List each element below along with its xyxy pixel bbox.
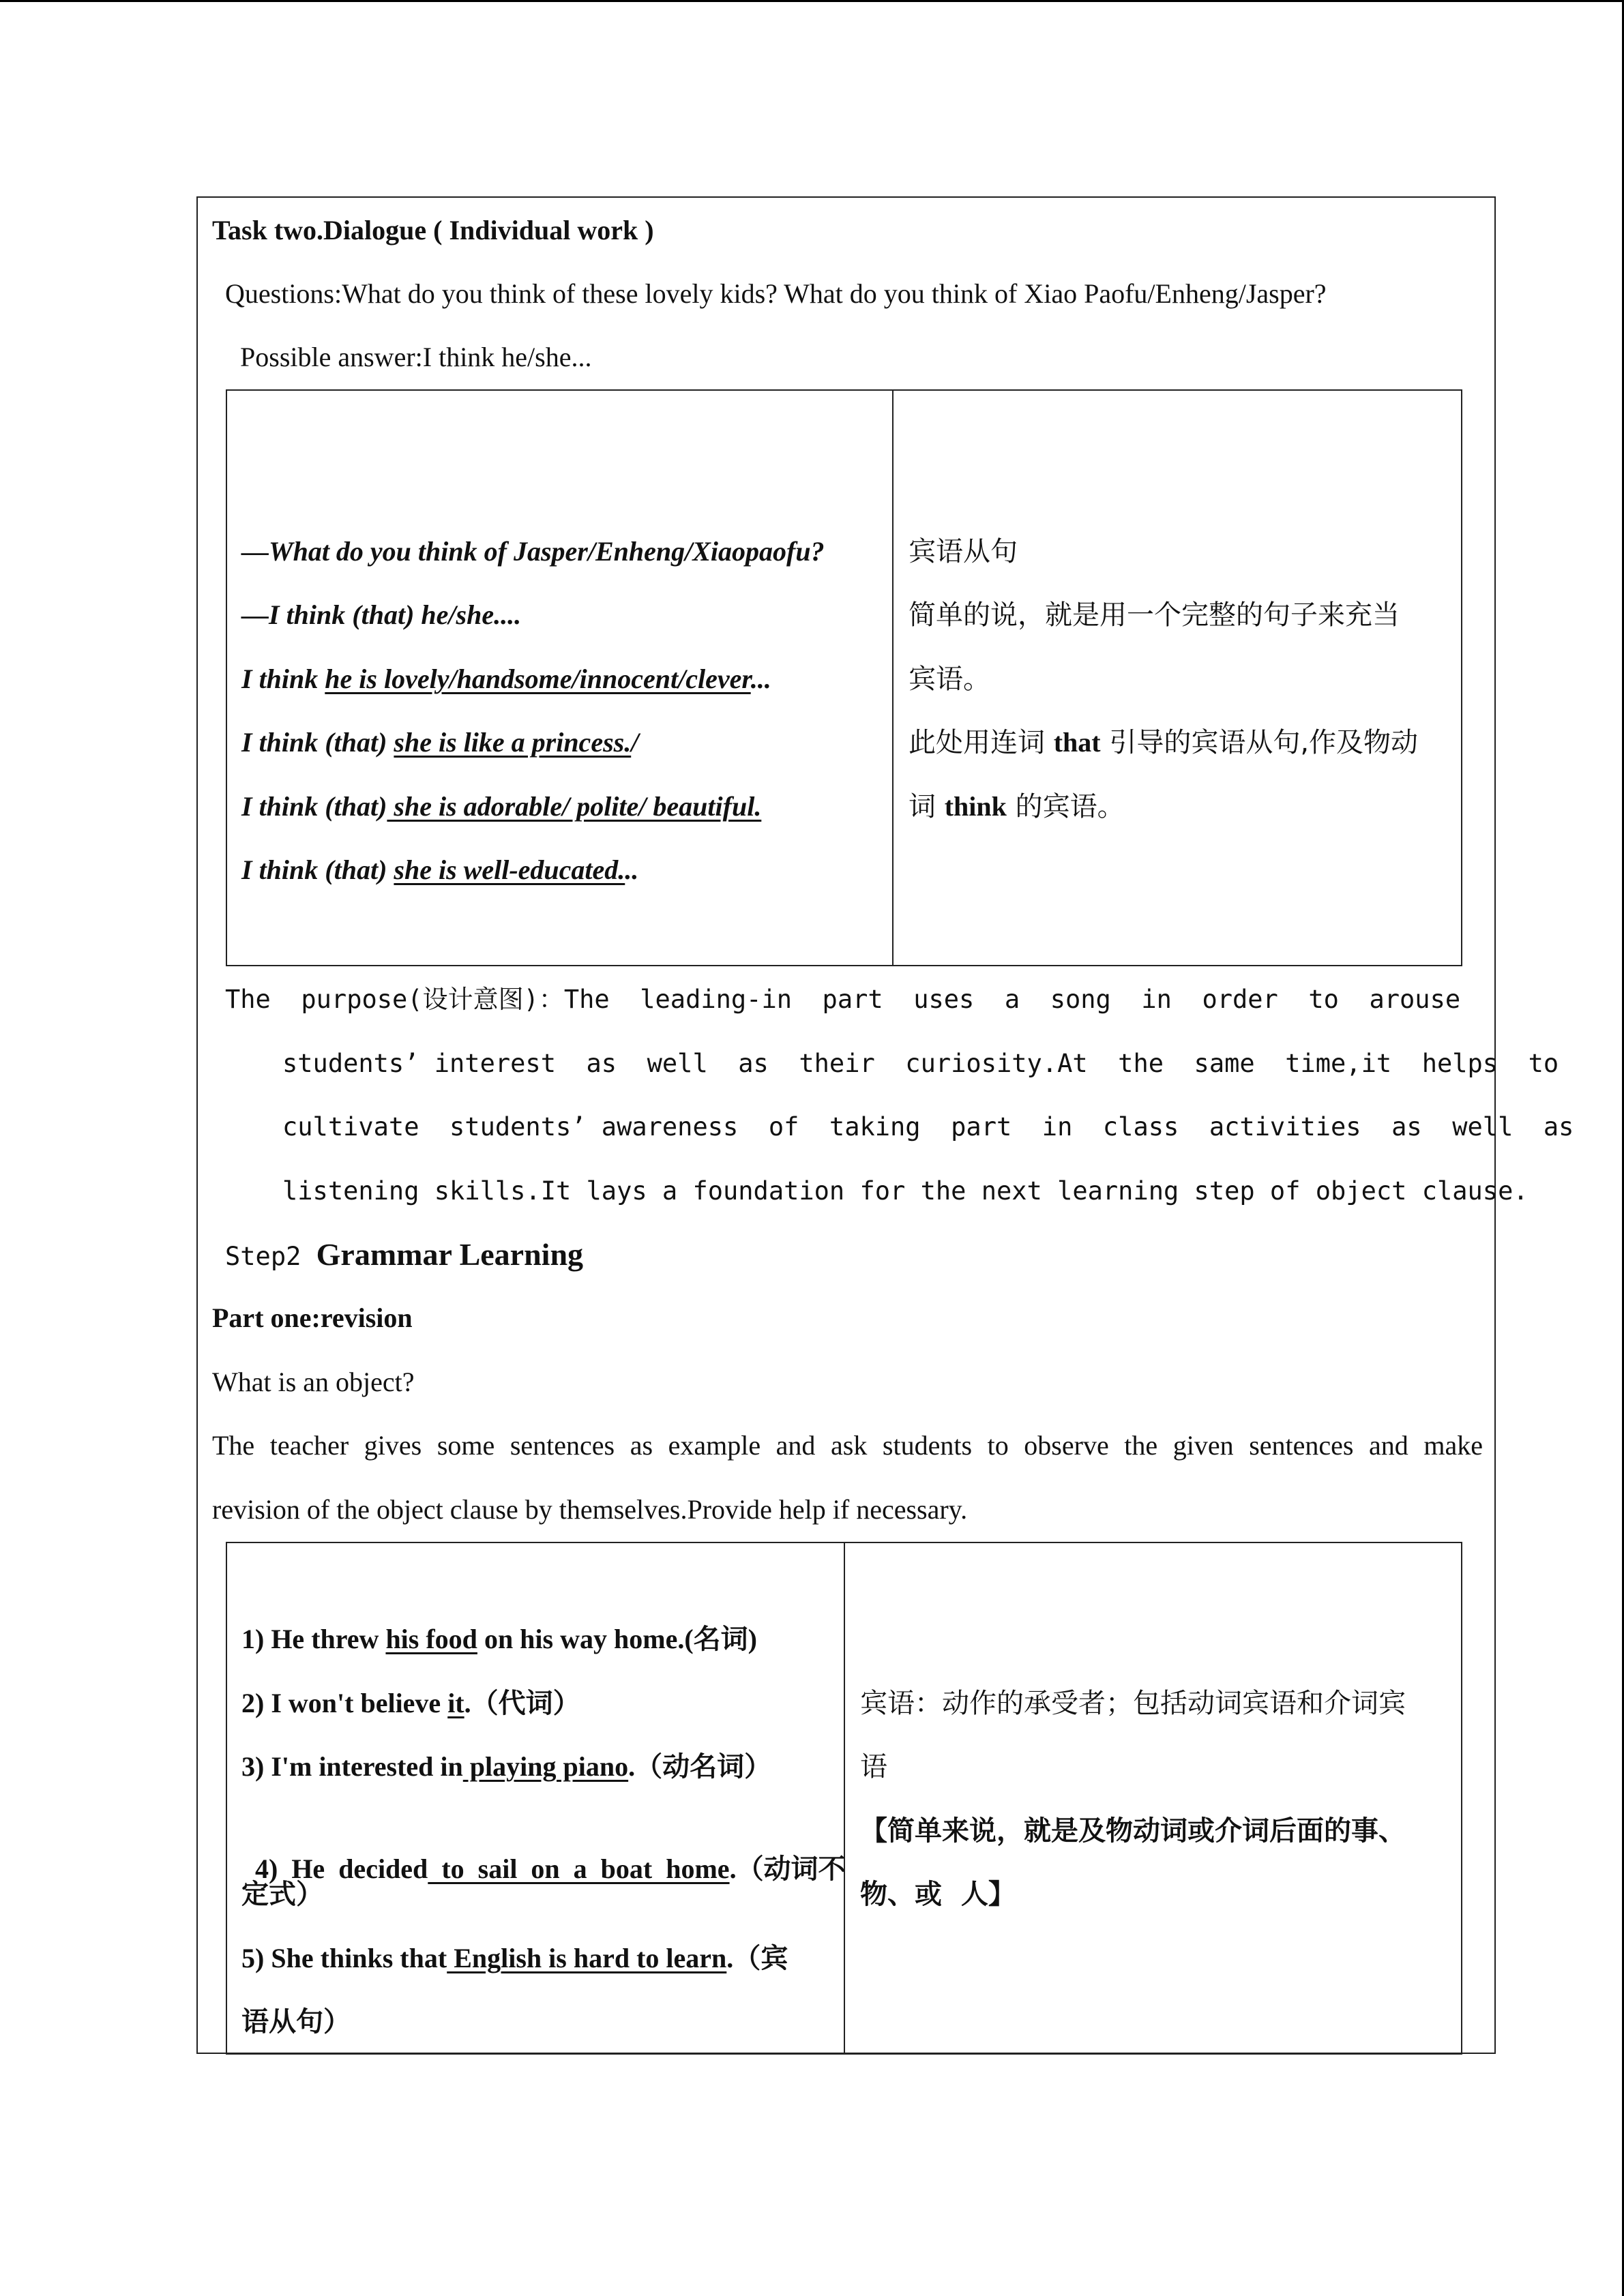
object-definition-3: 【简单来说，就是及物动词或介词后面的事、 xyxy=(860,1815,1406,1847)
example-sentence-2: 2) I won't believe it.（代词） xyxy=(241,1688,580,1718)
dialogue-line-question: —What do you think of Jasper/Enheng/Xiaopaofu? xyxy=(241,536,825,567)
example-sentence-3: 3) I'm interested in playing piano.（动名词） xyxy=(241,1751,772,1782)
dialogue-table-divider xyxy=(892,389,894,966)
dialogue-example-1: I think he is lovely/handsome/innocent/clever... xyxy=(241,664,771,694)
part-one-question: What is an object? xyxy=(212,1367,415,1397)
task-two-questions: Questions:What do you think of these lovely kids? What do you think of Xiao Paofu/Enheng/Jasper? xyxy=(225,278,1327,309)
object-clause-title: 宾语从句 xyxy=(909,536,1018,567)
task-two-possible-answer: Possible answer:I think he/she... xyxy=(240,342,592,372)
object-definition-2: 语 xyxy=(860,1751,887,1783)
example-sentence-4: 4) He decided to sail on a boat home.（动词不 xyxy=(255,1853,846,1884)
object-clause-def-2: 宾语。 xyxy=(909,664,990,695)
part-one-heading: Part one:revision xyxy=(212,1302,413,1333)
part-one-paragraph-line-1: The teacher gives some sentences as example and ask students to observe the given sentences and make xyxy=(212,1430,1483,1461)
object-definition-1: 宾语：动作的承受者；包括动词宾语和介词宾 xyxy=(860,1688,1406,1719)
object-definition-4: 物、或 人】 xyxy=(860,1879,1016,1910)
object-examples-table-divider xyxy=(844,1542,845,2055)
dialogue-example-2: I think (that) she is like a princess./ xyxy=(241,727,639,758)
page-top-border xyxy=(0,0,1624,2)
object-clause-note-2: 词 think 的宾语。 xyxy=(909,791,1125,822)
object-clause-def-1: 简单的说，就是用一个完整的句子来充当 xyxy=(909,599,1400,631)
purpose-line-3: cultivate students’ awareness of taking part in class activities as well as xyxy=(282,1112,1574,1142)
purpose-line-4: listening skills.It lays a foundation for the next learning step of object clause. xyxy=(282,1176,1529,1206)
object-clause-note-1: 此处用连词 that 引导的宾语从句,作及物动 xyxy=(909,727,1419,758)
dialogue-line-answer: —I think (that) he/she.... xyxy=(241,599,522,630)
step2-heading: Step2 Grammar Learning xyxy=(225,1237,584,1272)
task-two-heading: Task two.Dialogue ( Individual work ) xyxy=(212,215,654,245)
example-sentence-1: 1) He threw his food on his way home.(名词) xyxy=(241,1624,757,1654)
example-sentence-5-cont: 语从句） xyxy=(241,2006,351,2037)
example-sentence-4-cont: 定式） xyxy=(241,1879,323,1909)
example-sentence-5: 5) She thinks that English is hard to learn.（宾 xyxy=(241,1943,788,1973)
purpose-line-1: The purpose(设计意图)：The leading-in part uses a song in order to arouse xyxy=(225,985,1461,1014)
part-one-paragraph-line-2: revision of the object clause by themselves.Provide help if necessary. xyxy=(212,1494,968,1525)
purpose-line-2: students’ interest as well as their curiosity.At the same time,it helps to xyxy=(282,1049,1559,1078)
dialogue-example-4: I think (that) she is well-educated... xyxy=(241,854,639,885)
dialogue-example-3: I think (that) she is adorable/ polite/ beautiful. xyxy=(241,791,762,822)
